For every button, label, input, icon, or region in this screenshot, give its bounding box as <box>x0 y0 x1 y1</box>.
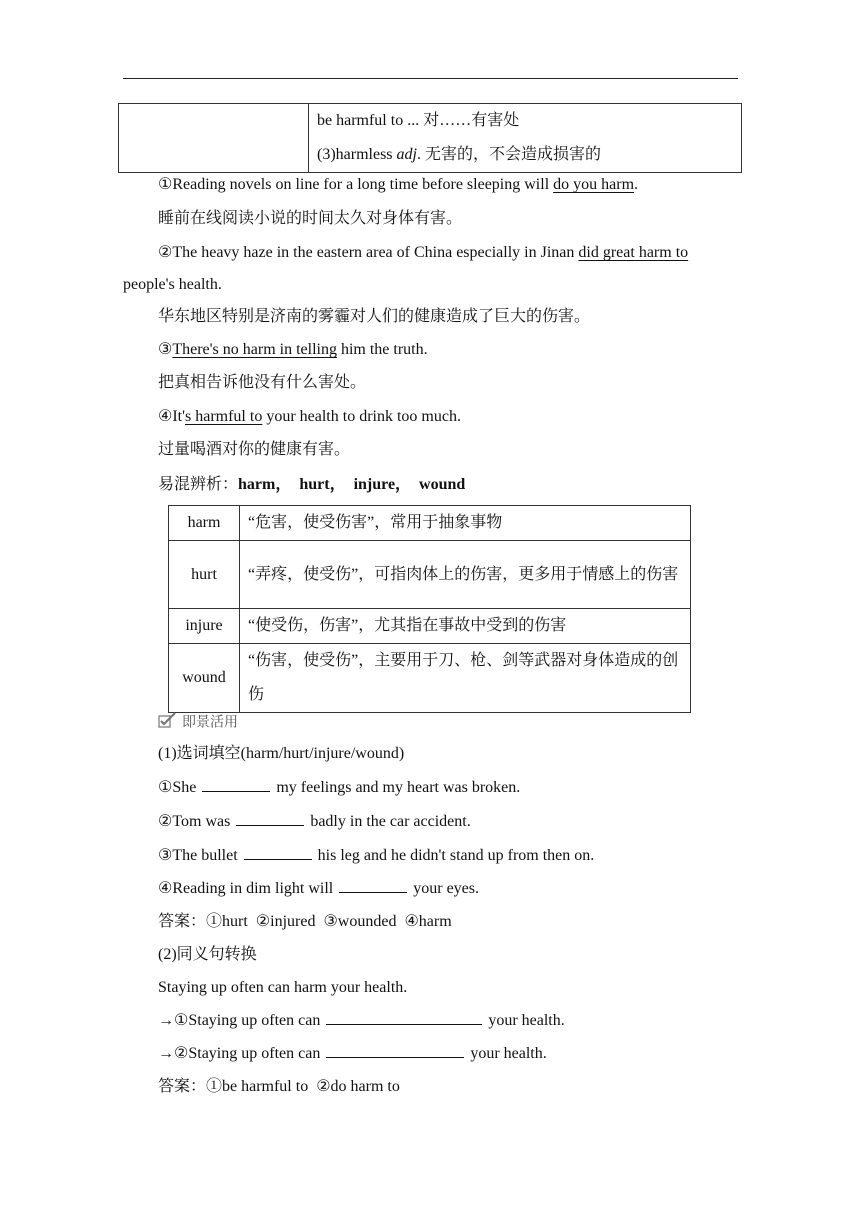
comparison-meaning: “伤害，使受伤”，主要用于刀、枪、剑等武器对身体造成的创伤 <box>240 644 691 713</box>
example-4: ④It's harmful to your health to drink too much. <box>158 408 461 425</box>
comparison-word: wound <box>169 644 240 713</box>
q1-item-3: ③The bullet his leg and he didn't stand up from then on. <box>158 847 595 864</box>
q1-blank-1[interactable] <box>202 777 270 792</box>
comparison-word: injure <box>169 609 240 644</box>
comparison-row <box>169 541 691 609</box>
example-2-translation: 华东地区特别是济南的雾霾对人们的健康造成了巨大的伤害。 <box>158 308 591 325</box>
comparison-row <box>169 609 691 644</box>
q2-source: Staying up often can harm your health. <box>158 979 408 996</box>
definition-table-content-cell <box>309 104 742 173</box>
example-2-continued: people's health. <box>123 276 222 293</box>
example-3: ③There's no harm in telling him the truth. <box>158 341 428 358</box>
example-1: ①Reading novels on line for a long time before sleeping will do you harm. <box>158 176 639 193</box>
q2-title: (2)同义句转换 <box>158 946 257 963</box>
comparison-meaning: “危害，使受伤害”，常用于抽象事物 <box>240 506 691 541</box>
comparison-row <box>169 506 691 541</box>
practice-heading: 即景活用 <box>158 712 238 734</box>
comparison-meaning: “弄疼，使受伤”，可指肉体上的伤害，更多用于情感上的伤害 <box>240 541 691 609</box>
definition-table <box>118 103 742 173</box>
q1-blank-3[interactable] <box>244 845 312 860</box>
example-2: ②The heavy haze in the eastern area of China especially in Jinan did great harm to <box>158 244 689 261</box>
q2-answer: 答案：①be harmful to ②do harm to <box>158 1078 400 1095</box>
def-line-harmful-to: be harmful to ... 对……有害处 <box>317 112 520 129</box>
example-3-translation: 把真相告诉他没有什么害处。 <box>158 374 367 391</box>
comparison-table <box>168 505 691 713</box>
checkmark-pencil-icon <box>158 712 178 734</box>
q1-answer: 答案：①hurt ②injured ③wounded ④harm <box>158 913 452 930</box>
example-4-translation: 过量喝酒对你的健康有害。 <box>158 441 351 458</box>
confusion-heading: 易混辨析：harm， hurt， injure， wound <box>158 476 466 493</box>
q2-blank-2[interactable] <box>326 1043 464 1058</box>
comparison-meaning: “使受伤，伤害”，尤其指在事故中受到的伤害 <box>240 609 691 644</box>
q1-blank-2[interactable] <box>236 811 304 826</box>
q1-blank-4[interactable] <box>339 878 407 893</box>
comparison-row <box>169 644 691 713</box>
q1-item-4: ④Reading in dim light will your eyes. <box>158 880 479 897</box>
q2-item-1: →①Staying up often can your health. <box>158 1012 565 1029</box>
q1-item-2: ②Tom was badly in the car accident. <box>158 813 471 830</box>
q2-item-2: →②Staying up often can your health. <box>158 1045 547 1062</box>
definition-table-empty-cell <box>119 104 309 173</box>
comparison-word: hurt <box>169 541 240 609</box>
example-1-translation: 睡前在线阅读小说的时间太久对身体有害。 <box>158 210 463 227</box>
q2-blank-1[interactable] <box>326 1010 482 1025</box>
header-rule <box>123 78 738 79</box>
q1-item-1: ①She my feelings and my heart was broken. <box>158 779 521 796</box>
comparison-word: harm <box>169 506 240 541</box>
q1-title: (1)选词填空(harm/hurt/injure/wound) <box>158 745 405 762</box>
def-line-harmless: (3)harmless adj. 无害的，不会造成损害的 <box>317 146 601 163</box>
